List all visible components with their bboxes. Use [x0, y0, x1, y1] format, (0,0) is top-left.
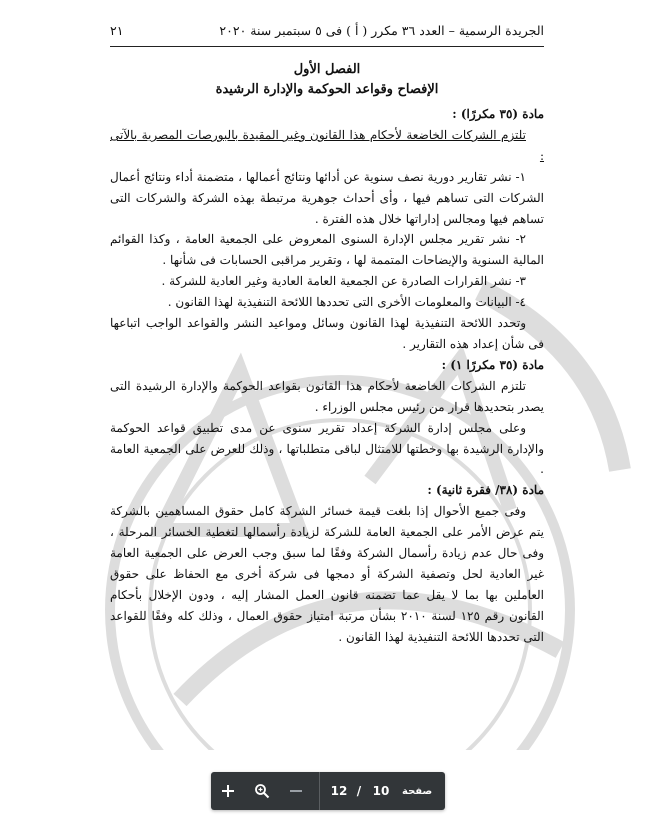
- article-list-item: ٣- نشر القرارات الصادرة عن الجمعية العامة العادية وغير العادية للشركة .: [161, 274, 526, 289]
- article-paragraph: وعلى مجلس إدارة الشركة إعداد تقرير سنوى عن مدى تطبيق قواعد الحوكمة والإدارة الرشيدة بها وخطتها للامتثال لباقى متطلباتها ، وذلك للعرض على الجمعية العامة .: [110, 420, 544, 477]
- plus-icon: [221, 784, 235, 798]
- page-separator: /: [356, 784, 362, 798]
- chapter-title: الفصل الأول: [293, 62, 361, 77]
- article-list-item: ١- نشر تقارير دورية نصف سنوية عن أدائها ونتائج أعمالها ، متضمنة أداء ونتائج أعمال الشركات التى تساهم فيها ، وأى أحداث جوهرية مرتبطة بهذه الشركة والشركات التى تساهم فيها ومجالس إداراتها خلال هذه الفترة .: [110, 169, 544, 226]
- zoom-out-button[interactable]: [279, 772, 313, 810]
- pdf-viewer-toolbar: [211, 772, 445, 810]
- zoom-in-button[interactable]: [211, 772, 245, 810]
- article-paragraph: وفى جميع الأحوال إذا بلغت قيمة خسائر الشركة كامل حقوق المساهمين بالشركة يتم عرض الأمر على الجمعية العامة للشركة لزيادة رأسمالها لتغطية الخسائر المرحلة ، وفى حال عدم زيادة رأسمال الشركة وفقًا لما سبق وجب العرض على الجمعية العامة غير العادية لحل وتصفية الشركة أو دمجها فى شركة أخرى مع الحفاظ على حقوق العاملين بها بما لا يقل عما تضمنه قانون العمل المشار إليه ، ودون الإخلال بأحكام القانون رقم ١٢٥ لسنة ٢٠١٠ بشأن مرتبة امتياز حقوق العمال ، وذلك كله وفقًا للقواعد التى تحددها اللائحة التنفيذية لهذا القانون .: [110, 504, 545, 644]
- article-heading: مادة (٣٥ مكررًا ١) :: [441, 357, 544, 372]
- article-list-item: ٢- نشر تقرير مجلس الإدارة السنوى المعروض على الجمعية العامة ، وكذا القوائم المالية السنوية والإيضاحات المتممة لها ، وتقرير مراقبى الحسابات فى شأنها .: [110, 232, 544, 268]
- toolbar-divider: [319, 772, 320, 810]
- article-heading: مادة (٣٥ مكررًا) :: [452, 107, 544, 121]
- article-list-item: ٤- البيانات والمعلومات الأخرى التى تحددها اللائحة التنفيذية لهذا القانون .: [167, 295, 526, 310]
- current-page-input[interactable]: [366, 784, 396, 798]
- document-body: [110, 60, 544, 648]
- total-pages: 12: [330, 784, 348, 798]
- article-paragraph: تلتزم الشركات الخاضعة لأحكام هذا القانون بقواعد الحوكمة والإدارة الرشيدة التى يصدر بتحديدها قرار من رئيس مجلس الوزراء .: [110, 378, 544, 414]
- zoom-fit-button[interactable]: [245, 772, 279, 810]
- header-title: الجريدة الرسمية – العدد ٣٦ مكرر ( أ ) فى ٥ سبتمبر سنة ٢٠٢٠: [219, 22, 544, 38]
- header-page-number: ٢١: [110, 22, 124, 38]
- article-paragraph: تلتزم الشركات الخاضعة لأحكام هذا القانون وغير المقيدة بالبورصات المصرية بالآتى :: [110, 127, 544, 163]
- page-label: صفحة: [402, 785, 433, 797]
- page-header: [110, 18, 544, 42]
- magnifier-icon: [254, 783, 270, 799]
- chapter-subtitle: الإفصاح وقواعد الحوكمة والإدارة الرشيدة: [215, 82, 439, 97]
- header-divider: [110, 46, 544, 47]
- minus-icon: [289, 784, 303, 798]
- page-indicator: [326, 784, 432, 798]
- article-heading: مادة (٣٨/ فقرة ثانية) :: [427, 483, 544, 498]
- article-paragraph: وتحدد اللائحة التنفيذية لهذا القانون وسائل ومواعيد النشر والقواعد الواجب اتباعها فى شأن إعداد هذه التقارير .: [110, 316, 544, 351]
